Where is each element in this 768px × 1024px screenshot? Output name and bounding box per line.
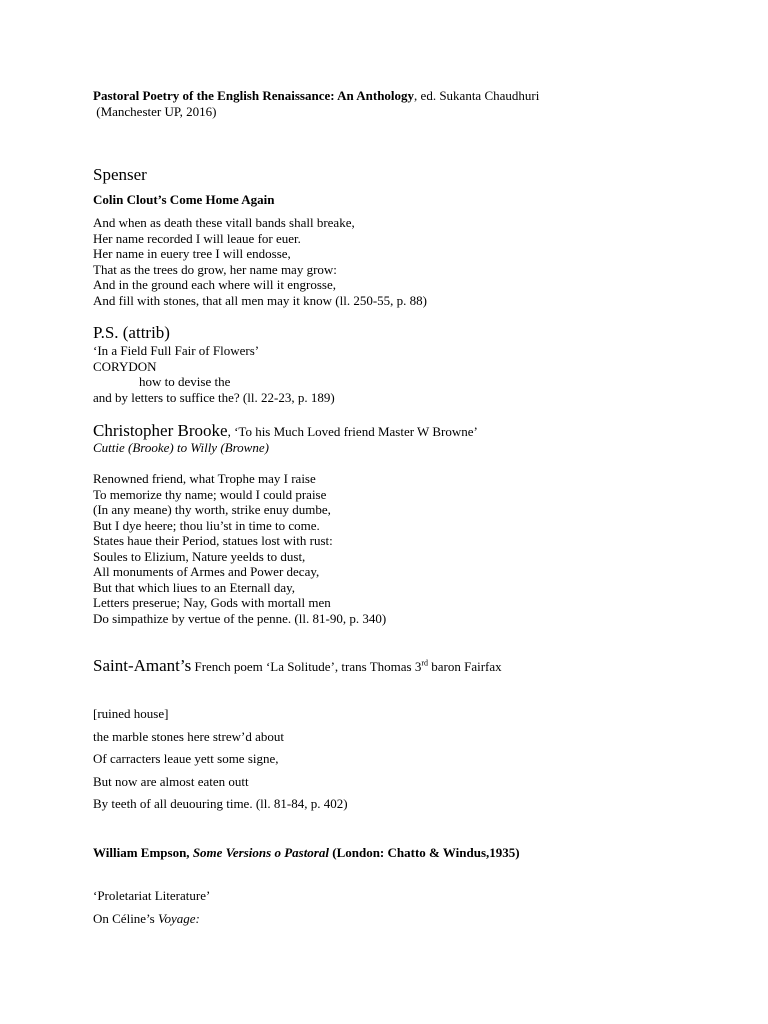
verse-line: States haue their Period, statues lost with rust:	[93, 533, 333, 548]
verse-line: Her name in euery tree I will endosse,	[93, 246, 291, 261]
anthology-editor: , ed. Sukanta Chaudhuri	[414, 88, 540, 103]
verse-line: the marble stones here strew’d about	[93, 728, 284, 744]
section-saint-amant	[93, 655, 502, 678]
author-ps: P.S. (attrib)	[93, 323, 170, 342]
ps-speaker: CORYDON	[93, 358, 157, 374]
empson-chapter: ‘Proletariat Literature’	[93, 888, 211, 903]
empson-on-celine	[93, 908, 210, 931]
verse-line: Her name recorded I will leaue for euer.	[93, 230, 301, 246]
saint-amant-desc: French poem ‘La Solitude’, trans Thomas 3	[191, 659, 422, 674]
author-saint-amant: Saint-Amant’s	[93, 656, 192, 675]
verse-line: But that which liues to an Eternall day,	[93, 579, 296, 595]
spenser-poem	[93, 192, 275, 208]
verse-line: Soules to Elizium, Nature yeelds to dust,	[93, 548, 306, 564]
verse-line: To memorize thy name; would I could praise	[93, 486, 327, 502]
brooke-subtitle: Cuttie (Brooke) to Willy (Browne)	[93, 440, 269, 455]
empson-book: Some Versions o Pastoral	[192, 845, 329, 860]
saint-amant-verse	[93, 703, 348, 816]
empson-notes	[93, 885, 210, 930]
verse-line: how to devise the	[139, 374, 231, 389]
section-empson	[93, 845, 520, 861]
author-brooke: Christopher Brooke	[93, 421, 228, 440]
saint-amant-heading	[93, 655, 502, 678]
brooke-poem-title: , ‘To his Much Loved friend Master W Browne’	[227, 424, 478, 439]
verse-line: All monuments of Armes and Power decay,	[93, 564, 320, 579]
verse-line: But I dye heere; thou liu’st in time to come.	[93, 517, 320, 533]
verse-line: By teeth of all deuouring time. (ll. 81-84, p. 402)	[93, 796, 348, 811]
verse-line: But now are almost eaten outt	[93, 773, 249, 789]
section-ps	[93, 322, 170, 344]
anthology-publisher: (Manchester UP, 2016)	[93, 103, 217, 119]
verse-line: And when as death these vitall bands shall breake,	[93, 215, 355, 230]
ps-poem-title: ‘In a Field Full Fair of Flowers’	[93, 343, 260, 358]
verse-line: (In any meane) thy worth, strike enuy dumbe,	[93, 502, 331, 517]
empson-pub: (London: Chatto & Windus,1935)	[328, 845, 520, 860]
verse-line: Of carracters leaue yett some signe,	[93, 751, 279, 766]
brooke-subtitle-block	[93, 440, 269, 456]
verse-line: Letters preserue; Nay, Gods with mortall men	[93, 595, 331, 610]
ps-verse	[93, 343, 335, 405]
section-spenser	[93, 164, 147, 186]
celine-voyage-title: Voyage:	[158, 910, 200, 926]
saint-amant-desc-end: baron Fairfax	[428, 659, 502, 674]
verse-line: and by letters to suffice the? (ll. 22-23, p. 189)	[93, 389, 335, 405]
ordinal-suffix: rd	[421, 658, 428, 668]
author-empson: William Empson,	[93, 845, 193, 860]
verse-line: Renowned friend, what Trophe may I raise	[93, 471, 316, 486]
empson-heading	[93, 845, 520, 861]
spenser-verse	[93, 215, 427, 308]
author-spenser: Spenser	[93, 165, 147, 184]
citation-line	[93, 88, 539, 104]
on-prefix: On Céline’s	[93, 910, 158, 926]
verse-line: That as the trees do grow, her name may grow:	[93, 261, 337, 277]
citation	[93, 88, 539, 119]
editorial-note: [ruined house]	[93, 706, 169, 721]
verse-line: And in the ground each where will it engrosse,	[93, 277, 336, 292]
brooke-verse	[93, 471, 386, 626]
verse-line: Do simpathize by vertue of the penne. (ll. 81-90, p. 340)	[93, 610, 387, 626]
spenser-poem-title: Colin Clout’s Come Home Again	[93, 192, 275, 207]
verse-line: And fill with stones, that all men may it know (ll. 250-55, p. 88)	[93, 292, 427, 308]
anthology-title: Pastoral Poetry of the English Renaissance: An Anthology	[93, 88, 415, 103]
